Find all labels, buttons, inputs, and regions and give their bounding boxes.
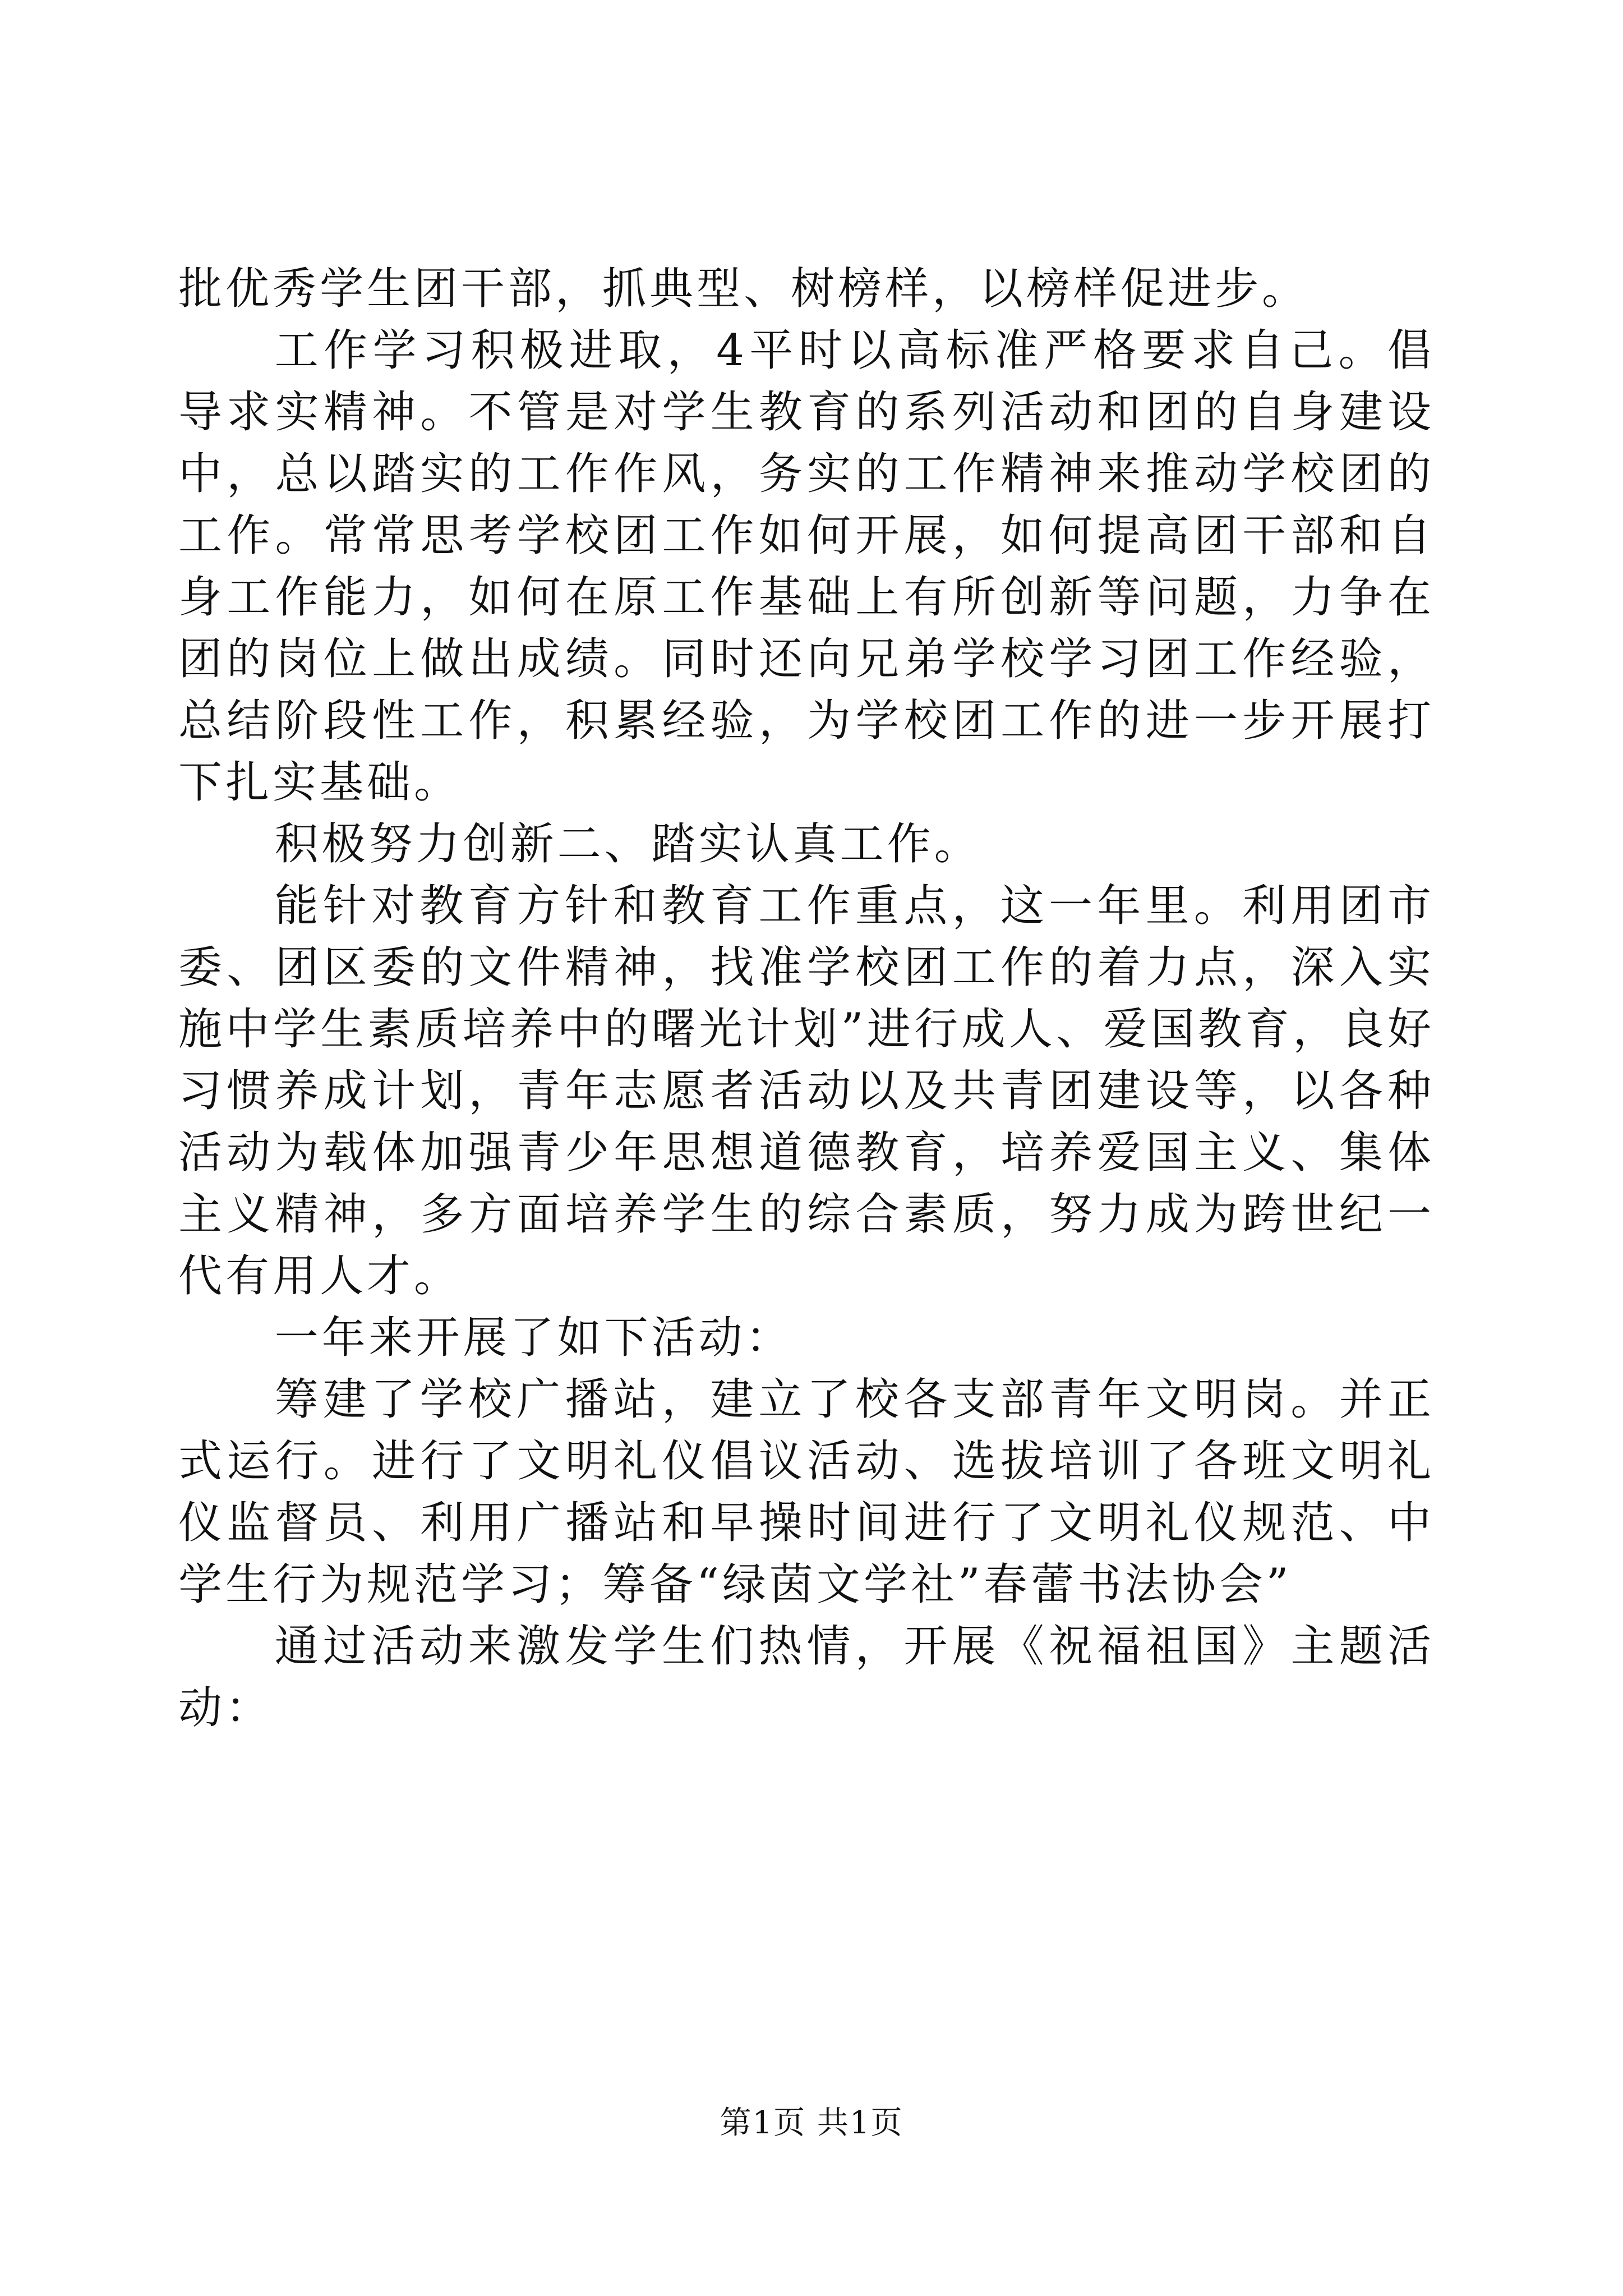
page-footer: 第1页 共1页 bbox=[720, 2105, 903, 2141]
paragraph-3: 积极努力创新二、踏实认真工作。 bbox=[274, 819, 981, 869]
paragraph-5: 一年来开展了如下活动： bbox=[274, 1313, 793, 1363]
document-body bbox=[178, 258, 1435, 1739]
paragraph-6: 筹建了学校广播站，建立了校各支部青年文明岗。并正式运行。进行了文明礼仪倡议活动、选拔培训了各班文明礼仪监督员、利用广播站和早操时间进行了文明礼仪规范、中学生行为规范学习；筹备“绿茵文学社”春蕾书法协会” bbox=[178, 1374, 1435, 1610]
paragraph-4: 能针对教育方针和教育工作重点，这一年里。利用团市委、团区委的文件精神，找准学校团工作的着力点，深入实施中学生素质培养中的曙光计划”进行成人、爱国教育，良好习惯养成计划，青年志愿者活动以及共青团建设等，以各种活动为载体加强青少年思想道德教育，培养爱国主义、集体主义精神，多方面培养学生的综合素质，努力成为跨世纪一代有用人才。 bbox=[178, 881, 1435, 1301]
paragraph-1: 批优秀学生团干部，抓典型、树榜样，以榜样促进步。 bbox=[178, 264, 1310, 314]
paragraph-7: 通过活动来激发学生们热情，开展《祝福祖国》主题活动： bbox=[178, 1621, 1435, 1733]
paragraph-2: 工作学习积极进取，4平时以高标准严格要求自己。倡导求实精神。不管是对学生教育的系列活动和团的自身建设中，总以踏实的工作作风，务实的工作精神来推动学校团的工作。常常思考学校团工作如何开展，如何提高团干部和自身工作能力，如何在原工作基础上有所创新等问题，力争在团的岗位上做出成绩。同时还向兄弟学校学习团工作经验，总结阶段性工作，积累经验，为学校团工作的进一步开展打下扎实基础。 bbox=[178, 325, 1435, 808]
